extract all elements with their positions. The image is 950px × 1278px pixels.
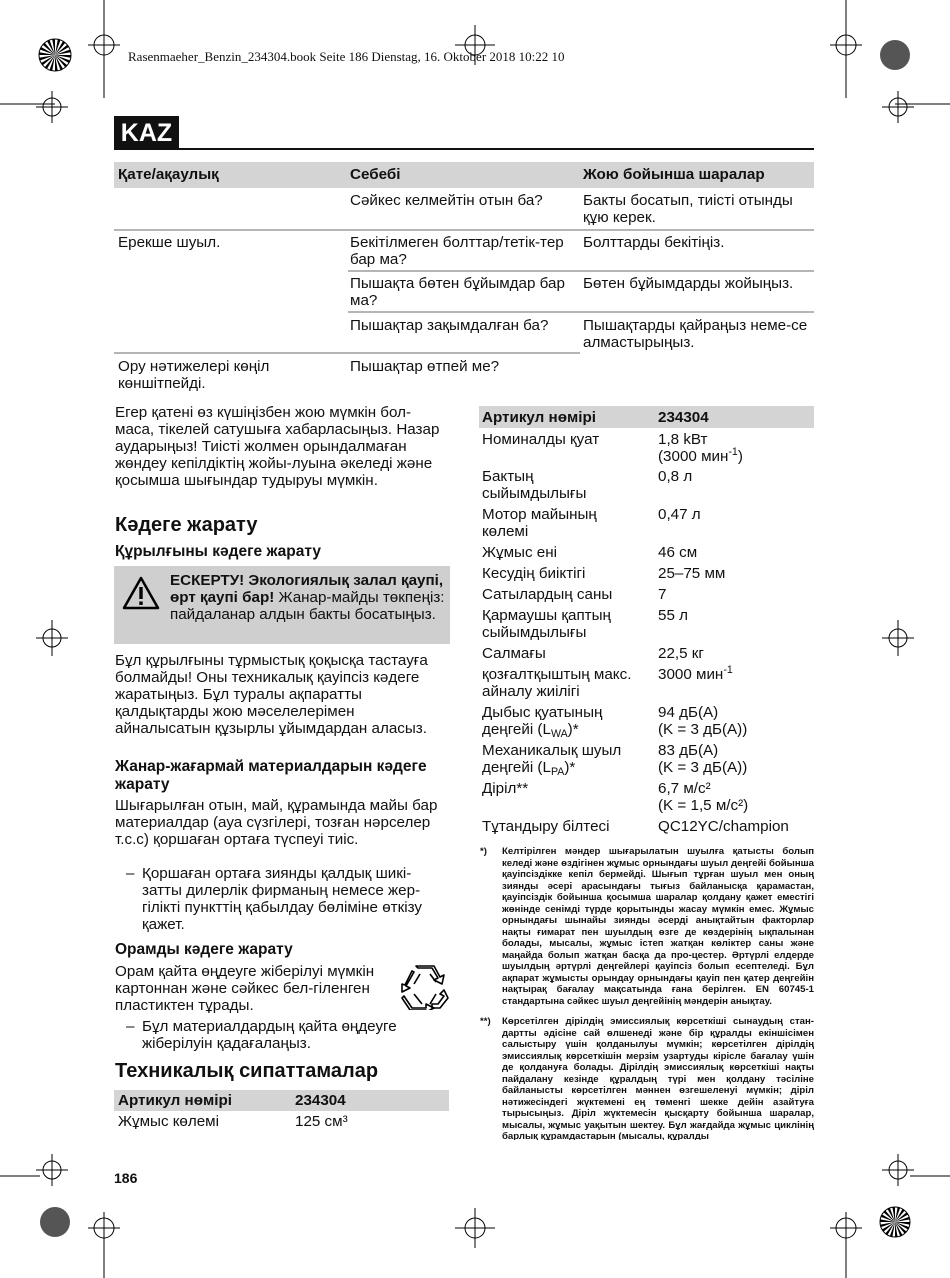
row-divider: [114, 352, 580, 354]
packaging-disposal-heading: Орамды кәдеге жарату: [115, 941, 293, 958]
language-badge: KAZ: [114, 116, 179, 150]
spec-width-value: 46 см: [658, 544, 698, 561]
spec-vib-label: Діріл**: [482, 780, 529, 797]
book-header: Rasenmaeher_Benzin_234304.book Seite 186 Dienstag, 16. Oktober 2018 10:22 10: [128, 49, 565, 64]
spec-lpa-value: 83 дБ(A): [658, 742, 719, 759]
device-disposal-heading: Құрылғыны кәдеге жарату: [115, 543, 321, 560]
table-cell: Бекітілмеген болттар/тетік-тер бар ма?: [350, 234, 564, 268]
footnote-2: Көрсетілген дірілдің эмиссиялық көрсеткіші сынаудың стан-дартты әдісіне сай өлшенеді және бір құралды екіншісімен салыстыру үшін қолданылуы мүмкін; көрсетілген дірілдің эмиссиялық көрсеткішін мерзім узартуды кірісле бағалау үшін де қолдануға болады. Дірілдің эмиссиялық көрсеткіші нақты пайдалану кезінде құралдың түрі мен қолдану тәсіліне байланысты көрсетілген мәннен өзгешеленуі мүмкін; діріл нәтижесіндегі жүктемені ең төменгі шекке дейін азайтуға тырысыңыз. Діріл жүктемесін қысқарту бойынша шаралар, мысалы, жұмыс уақытын шектеу. Бұл жағдайда жұмыс циклінің барлық құрамдастарын (мысалы, құралды: [502, 1016, 814, 1140]
table-cell: Сәйкес келмейтін отын ба?: [350, 192, 543, 209]
spec-table: [479, 406, 814, 846]
spec-lpa-k: (K = 3 дБ(A)): [658, 759, 748, 776]
spec-tank-value: 0,8 л: [658, 468, 693, 485]
spec-power-label: Номиналды қуат: [482, 431, 600, 448]
spec-oil-label: Мотор майының көлемі: [482, 506, 597, 540]
row-divider: [348, 311, 814, 313]
warning-triangle-icon: [122, 576, 160, 610]
spec-steps-value: 7: [658, 586, 667, 603]
warning-text: [170, 572, 446, 623]
warning-box: [114, 566, 450, 644]
bullet-dash: –: [126, 865, 135, 882]
warning-bold: ЕСКЕРТУ! Экологиялық залал қаупі, өрт қаупі бар!: [170, 572, 444, 606]
spec-steps-label: Сатылардың саны: [482, 586, 613, 603]
spec-power-rpm: (3000 мин$^{-1}$): [658, 446, 743, 465]
spec-lpa-label: Механикалық шуыл деңгейі $(L_{PA})*$: [482, 742, 622, 778]
table-cell: Ору нәтижелері көңіл көншітпейді.: [118, 358, 270, 392]
spec-lwa-label: Дыбыс қуатының деңгейі $(L_{WA})*$: [482, 704, 603, 740]
table-cell: Бөтен бұйымдарды жойыңыз.: [583, 275, 794, 292]
spec-plug-value: QC12YC/champion: [658, 818, 789, 835]
bullet-text: Қоршаған ортаға зиянды қалдық шикі-затты дилерлік фирманың немесе жер-гілікті пункттің қабылдау бөліміне өткізу қажет.: [142, 865, 423, 933]
table-cell: Пышақтар зақымдалған ба?: [350, 317, 549, 334]
spec-vib-k: (K = 1,5 м/с²): [658, 797, 749, 814]
col-header-remedy: Жою бойынша шаралар: [583, 166, 765, 183]
troubleshooting-table: [114, 162, 814, 188]
footnote-mark: **): [480, 1016, 491, 1027]
table-cell: Пышақтар өтпей ме?: [350, 358, 500, 375]
tech-art-value: 234304: [295, 1092, 346, 1109]
intro-paragraph: Егер қатені өз күшіңізбен жою мүмкін бол-маса, тікелей сатушыға хабарласыңыз. Назар аударыңыз! Тиісті жолмен орындалмаған жөндеу кепілдіктің жойы-луына әкеледі және қосымша шығындар тудыруы мүмкін.: [115, 404, 440, 489]
tech-art-label: Артикул нөмірі: [118, 1092, 232, 1109]
disposal-heading: Кәдеге жарату: [115, 514, 258, 536]
table-cell: Ерекше шуыл.: [118, 234, 221, 251]
fuel-paragraph: Шығарылған отын, май, құрамында майы бар материалдар (ауа сүзгілері, тозған нәрселер т.с.с) қоршаған ортаға түспеуі тиіс.: [115, 797, 438, 848]
packaging-paragraph: Орам қайта өңдеуге жіберілуі мүмкін картоннан және сәйкес бел-гіленген пластиктен тұрады.: [115, 963, 375, 1014]
spec-oil-value: 0,47 л: [658, 506, 701, 523]
spec-tank-label: Бактың сыйымдылығы: [482, 468, 587, 502]
spec-height-label: Кесудің биіктігі: [482, 565, 586, 582]
spec-lwa-k: (K = 3 дБ(A)): [658, 721, 748, 738]
spec-header-row: [479, 406, 814, 428]
col-header-cause: Себебі: [350, 166, 401, 183]
spec-power-value: 1,8 kВт: [658, 431, 708, 448]
recycle-icon: [400, 964, 450, 1010]
spec-height-value: 25–75 мм: [658, 565, 726, 582]
bullet-dash: –: [126, 1018, 135, 1035]
tech-vol-value: 125 см³: [295, 1113, 348, 1130]
table-header-row: [114, 162, 814, 188]
fuel-disposal-heading: Жанар-жағармай материалдарын кәдеге жарату: [115, 758, 427, 793]
row-divider: [114, 229, 814, 231]
tech-header-row: [114, 1090, 449, 1111]
warning-rest: Жанар-майды төкпеңіз: пайдаланар алдын бакты босатыңыз.: [170, 589, 445, 623]
table-cell: Пышақтарды қайраңыз неме-се алмастырыңыз.: [583, 317, 808, 351]
footnote-1: Келтірілген мәндер шығарылатын шуылға қатысты болып келеді және өздігінен жұмыс орнындағы шуыл деңгейі бойынша қауіпсіздікке кепіл бермейді. Шығып тұрған шуыл мен оның зиянды әсері арасындағы тығыз байланысқа қарамастан, қауіпсіздік бойынша қосымша шаралар қолдану қажет еместігі жөнінде сенімді түрде қорытынды жасау мүмкін емес. Жұмыс орнындағы шынайы зиянды әсерді анықтайтын факторлар нақты ғимарат пен шуылдың өзге де көздерінің ықпалынан болады, мысалы, жұмыс істеп жатқан көліктер саны және маңайда болып жатқан басқа да про-цестер. Әртүрлі елдерде шуылдың әртүрлі деңгейлері қауіпсіз болып есептеледі. Бұл ақпарат жұмысты орындау орнындағы қауіп пен қатер деңгейін нақтырақ бағалау мақсатында ғана берілген. EN 60745-1 стандартына сәйкес шуыл деңгейінің мәндерін анықтау.: [502, 846, 814, 1007]
page-number: 186: [114, 1170, 138, 1186]
spec-bag-label: Қармаушы қаптың сыйымдылығы: [482, 607, 611, 641]
table-cell: Бакты босатып, тиісті отынды құю керек.: [583, 192, 793, 226]
col-header-fault: Қате/ақаулық: [118, 166, 219, 183]
footnote-mark: *): [480, 846, 487, 857]
spec-rpm-label: қозғалтқыштың макс. айналу жиілігі: [482, 666, 632, 700]
tech-vol-label: Жұмыс көлемі: [118, 1113, 220, 1130]
spec-plug-label: Тұтандыру білтесі: [482, 818, 610, 835]
bullet-text: Бұл материалдардың қайта өңдеуге жіберілуін қадағалаңыз.: [142, 1018, 397, 1052]
spec-width-label: Жұмыс ені: [482, 544, 557, 561]
disposal-paragraph: Бұл құрылғыны тұрмыстық қоқысқа тастауға болмайды! Оны техникалық қауіпсіз кәдеге жаратыңыз. Бұл туралы ақпаратты қалдықтарды жою мәселелерімен айналысатын құзырлы ұйымдардан аласыз.: [115, 652, 428, 737]
spec-bag-value: 55 л: [658, 607, 688, 624]
table-cell: Болттарды бекітіңіз.: [583, 234, 725, 251]
row-divider: [348, 270, 814, 272]
spec-rpm-value: 3000 мин$^{-1}$: [658, 664, 733, 683]
header-rule: [114, 148, 814, 150]
spec-art-value: 234304: [658, 409, 709, 426]
table-cell: Пышақта бөтен бұйымдар бар ма?: [350, 275, 565, 309]
spec-vib-value: 6,7 м/с²: [658, 780, 711, 797]
spec-lwa-value: 94 дБ(A): [658, 704, 719, 721]
tech-heading: Техникалық сипаттамалар: [115, 1060, 379, 1082]
spec-weight-value: 22,5 кг: [658, 645, 704, 662]
spec-weight-label: Салмағы: [482, 645, 546, 662]
spec-art-label: Артикул нөмірі: [482, 409, 596, 426]
